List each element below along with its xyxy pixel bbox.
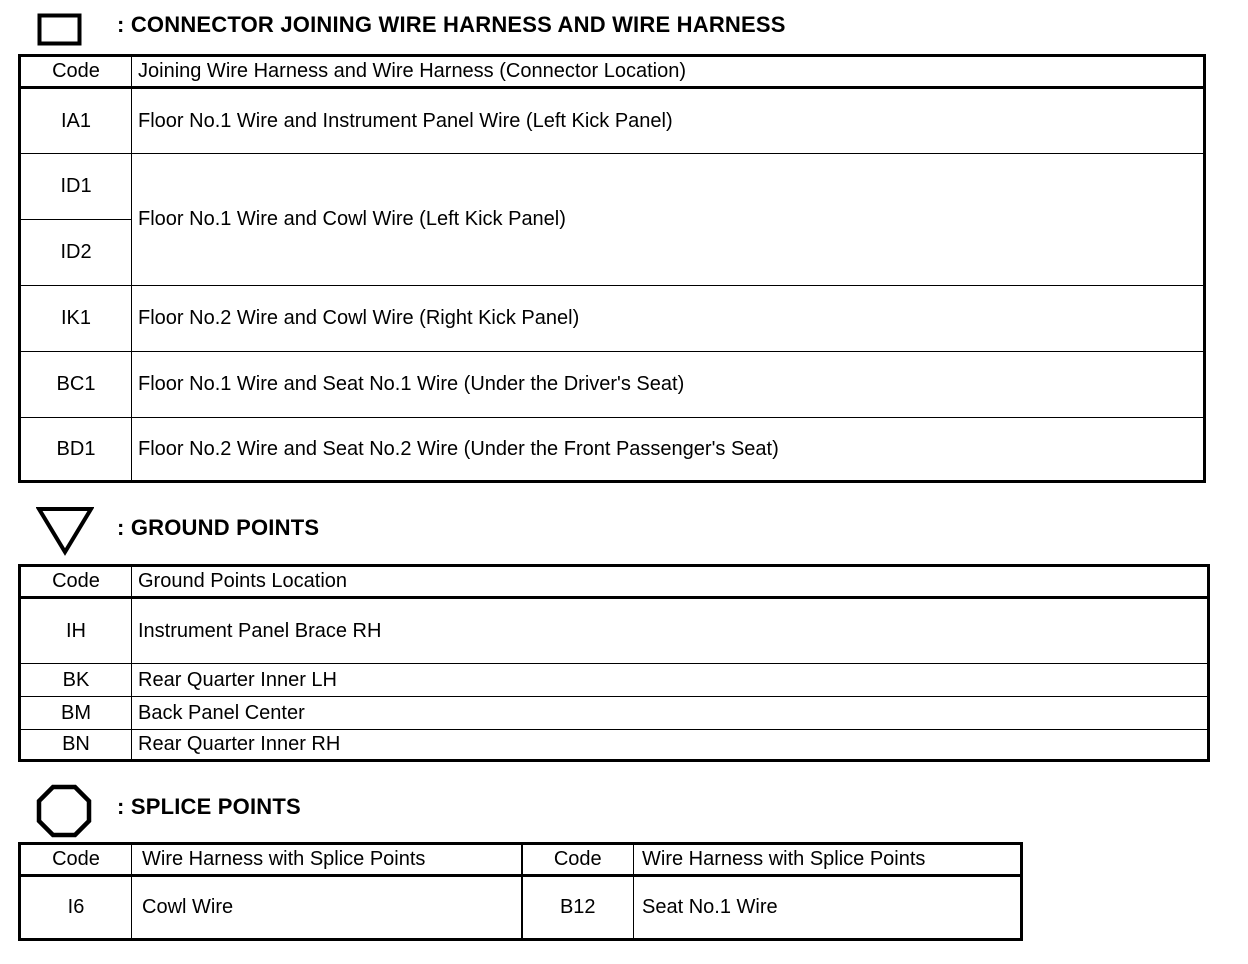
connector-description: Floor No.1 Wire and Cowl Wire (Left Kick Panel) [132,154,1205,286]
triangle-down-icon [36,506,94,556]
splice-code-header: Code [522,844,634,876]
connector-description: Floor No.1 Wire and Instrument Panel Wire (Left Kick Panel) [132,88,1205,154]
connector-code: BD1 [20,418,132,482]
ground-description: Rear Quarter Inner RH [132,730,1209,761]
table-row [20,286,1205,352]
connector-description: Floor No.1 Wire and Seat No.1 Wire (Under the Driver's Seat) [132,352,1205,418]
connector-code: ID2 [20,220,132,286]
connector-code: ID1 [20,154,132,220]
ground-code: BM [20,697,132,730]
connector-table [18,54,1206,483]
ground-code: BN [20,730,132,761]
ground-section-title: : GROUND POINTS [117,515,320,540]
ground-description-header: Ground Points Location [132,566,1209,598]
ground-description: Rear Quarter Inner LH [132,664,1209,697]
splice-section-title: : SPLICE POINTS [117,794,301,819]
square-icon [37,13,83,47]
table-row [20,352,1205,418]
table-row [20,418,1205,482]
connector-code: IK1 [20,286,132,352]
splice-code-header: Code [20,844,132,876]
splice-description: Seat No.1 Wire [634,876,1022,940]
table-row [20,664,1209,697]
table-row [20,876,1022,940]
connector-section-title: : CONNECTOR JOINING WIRE HARNESS AND WIRE HARNESS [117,12,786,37]
table-row [20,598,1209,664]
octagon-icon [36,784,92,838]
connector-code: BC1 [20,352,132,418]
table-row [20,88,1205,154]
connector-description: Floor No.2 Wire and Cowl Wire (Right Kick Panel) [132,286,1205,352]
ground-table [18,564,1210,762]
connector-description-header: Joining Wire Harness and Wire Harness (Connector Location) [132,56,1205,88]
splice-description-header: Wire Harness with Splice Points [132,844,522,876]
table-row [20,697,1209,730]
ground-description: Instrument Panel Brace RH [132,598,1209,664]
splice-code: B12 [522,876,634,940]
ground-code: BK [20,664,132,697]
ground-code-header: Code [20,566,132,598]
splice-table [18,842,1023,941]
ground-code: IH [20,598,132,664]
table-row [20,730,1209,761]
splice-code: I6 [20,876,132,940]
ground-description: Back Panel Center [132,697,1209,730]
splice-description: Cowl Wire [132,876,522,940]
connector-description: Floor No.2 Wire and Seat No.2 Wire (Under the Front Passenger's Seat) [132,418,1205,482]
connector-code: IA1 [20,88,132,154]
table-row [20,154,1205,220]
connector-code-header: Code [20,56,132,88]
splice-description-header: Wire Harness with Splice Points [634,844,1022,876]
